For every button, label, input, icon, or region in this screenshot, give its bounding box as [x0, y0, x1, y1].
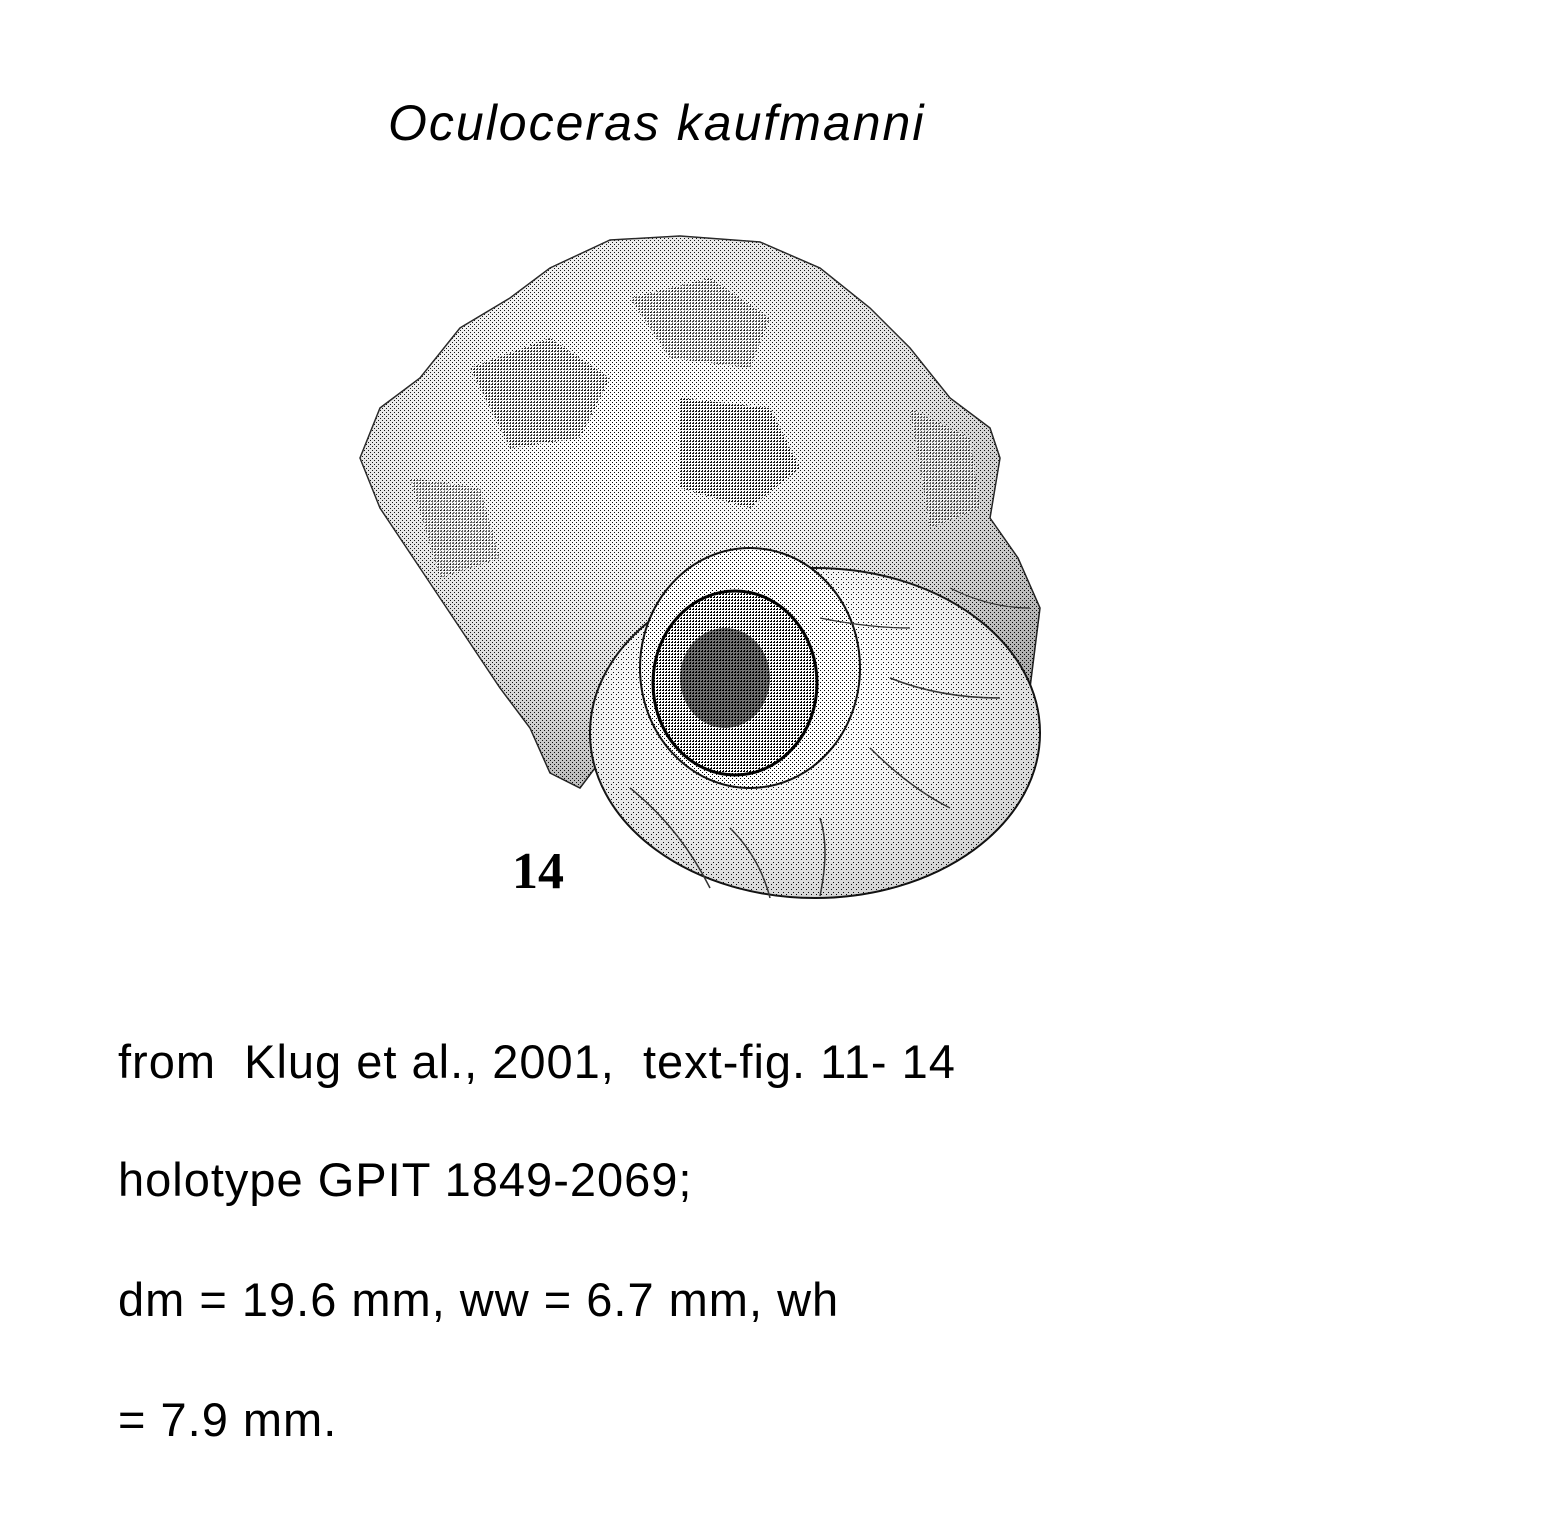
caption-measurements-2: = 7.9 mm. — [118, 1393, 338, 1446]
figure-number: 14 — [512, 843, 564, 900]
caption-measurements-1: dm = 19.6 mm, ww = 6.7 mm, wh — [118, 1273, 840, 1326]
specimen-photo — [350, 228, 1050, 908]
caption-specimen: holotype GPIT 1849-2069; — [118, 1153, 693, 1206]
caption-source: from Klug et al., 2001, text-fig. 11- 14 — [118, 1035, 956, 1088]
species-title: Oculoceras kaufmanni — [388, 95, 926, 151]
